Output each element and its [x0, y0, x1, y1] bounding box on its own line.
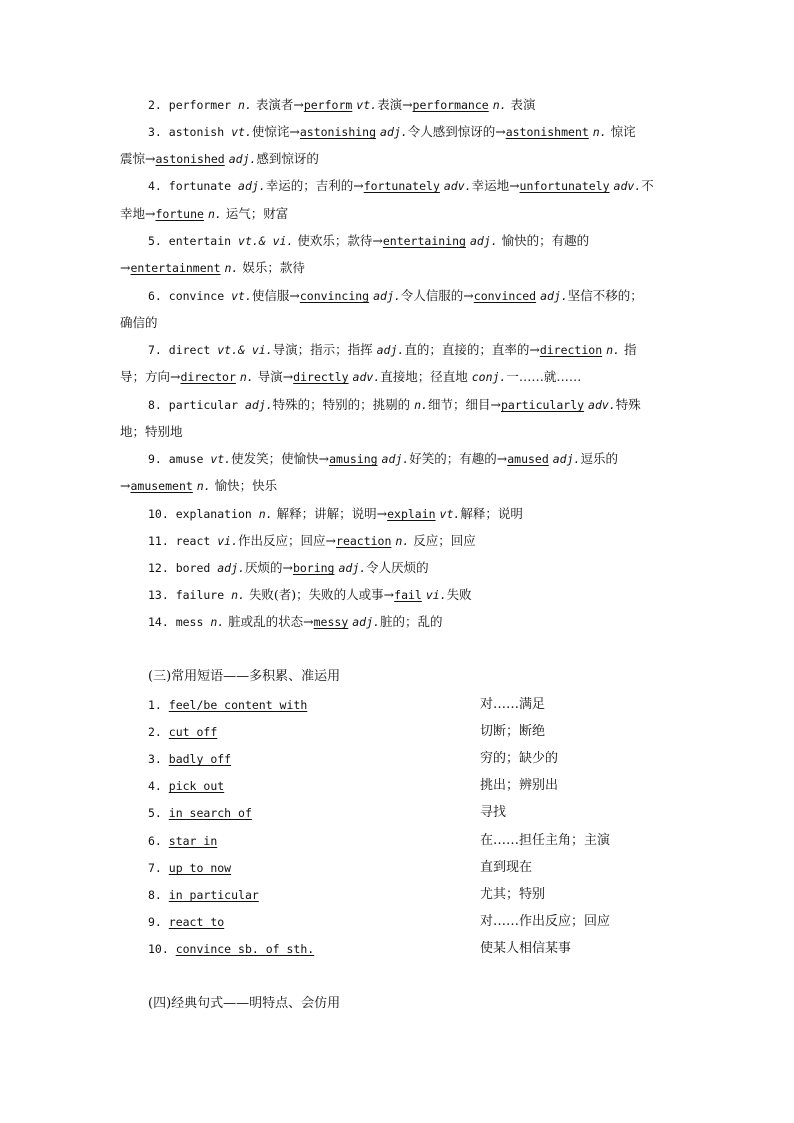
vocab-line: [148, 233, 676, 249]
part-of-speech: adj.: [380, 125, 408, 139]
phrase-meaning: 对……满足: [480, 697, 546, 712]
vocab-text: 确信的: [120, 315, 158, 330]
phrase-english: [148, 833, 217, 849]
part-of-speech: vt.: [439, 507, 461, 521]
part-of-speech: vt.: [356, 98, 378, 112]
vocab-headword: 12. bored: [148, 561, 218, 575]
phrase-number: 5.: [148, 806, 169, 820]
vocab-text: 脏或乱的状态→: [224, 614, 314, 629]
vocab-text: 感到惊讶的: [256, 151, 319, 166]
vocab-text: 逗乐的: [580, 451, 618, 466]
vocab-text: 使信服→: [251, 288, 300, 303]
phrase-answer: up to now: [168, 861, 232, 875]
vocab-headword: 4. fortunate: [148, 179, 239, 193]
part-of-speech: n.: [414, 398, 428, 412]
phrase-number: 3.: [148, 752, 169, 766]
part-of-speech: adj.: [376, 343, 405, 357]
vocab-text: 特殊的；特别的；挑剔的: [272, 397, 415, 412]
vocab-text: 地；特别地: [120, 424, 183, 439]
part-of-speech: n.: [238, 98, 252, 112]
part-of-speech: vt.: [210, 452, 232, 466]
part-of-speech: n.: [210, 615, 225, 629]
vocab-line: [120, 369, 676, 385]
part-of-speech: vt.: [231, 125, 252, 139]
vocab-answer: directly: [293, 370, 349, 384]
phrase-english: [148, 697, 307, 713]
vocab-text: 指: [619, 342, 637, 357]
phrase-english: [148, 941, 314, 957]
vocab-text: 解释；说明: [460, 506, 523, 521]
phrase-meaning: 使某人相信某事: [480, 941, 572, 956]
vocab-text: 细节；细目→: [427, 397, 501, 412]
vocab-headword: 6. convince: [148, 289, 232, 303]
vocab-answer: reaction: [336, 534, 392, 548]
vocab-line: [148, 614, 676, 630]
vocab-text: 脏的；乱的: [379, 614, 443, 629]
phrase-meaning: 直到现在: [480, 860, 533, 875]
vocab-answer: amusement: [130, 479, 193, 493]
phrase-english: [148, 914, 224, 930]
vocab-text: 表演→: [377, 97, 413, 112]
phrase-answer: badly off: [168, 752, 232, 766]
phrase-meaning: 寻找: [480, 805, 507, 820]
phrase-meaning: 尤其；特别: [480, 887, 546, 902]
vocab-headword: 14. mess: [148, 615, 211, 629]
vocab-answer: fail: [394, 588, 422, 602]
phrase-number: 7.: [148, 861, 169, 875]
vocab-text: 厌烦的→: [244, 560, 293, 575]
phrase-english: [148, 778, 224, 794]
vocab-answer: performance: [412, 98, 489, 112]
phrase-english: [148, 887, 259, 903]
vocab-line: [120, 478, 676, 494]
part-of-speech: n.: [258, 507, 273, 521]
vocab-line: [148, 533, 676, 549]
part-of-speech: n.: [592, 125, 607, 139]
vocab-text: 一……就……: [506, 369, 582, 384]
vocab-text: 幸运的；吉利的→: [265, 178, 364, 193]
vocab-answer: astonished: [155, 152, 225, 166]
phrase-number: 10.: [148, 942, 176, 956]
vocab-answer: entertainment: [130, 261, 221, 275]
phrase-number: 1.: [148, 698, 169, 712]
vocab-answer: direction: [539, 343, 603, 357]
vocab-text: 幸运地→: [471, 178, 520, 193]
vocab-text: 解释；讲解；说明→: [272, 506, 388, 521]
part-of-speech: adj.: [469, 234, 498, 248]
vocab-line: [148, 288, 676, 304]
vocab-text: 愉快的；有趣的: [497, 233, 590, 248]
vocab-text: 反应；回应: [409, 533, 476, 548]
part-of-speech: n.: [196, 479, 211, 493]
vocab-text: 直的；直接的；直率的→: [404, 342, 540, 357]
phrase-answer: cut off: [168, 725, 218, 739]
vocab-answer: boring: [292, 561, 335, 575]
vocab-text: 表演者→: [251, 97, 304, 112]
vocab-line: [148, 560, 676, 576]
vocab-text: 令人厌烦的: [366, 560, 429, 575]
part-of-speech: vi.: [217, 534, 239, 548]
vocab-text: 不: [641, 178, 654, 193]
phrase-number: 4.: [148, 779, 169, 793]
section-heading-phrases: (三)常用短语——多积累、准运用: [148, 669, 341, 684]
vocab-headword: 9. amuse: [148, 452, 211, 466]
phrase-answer: star in: [168, 834, 218, 848]
vocab-text: 愉快；快乐: [210, 478, 278, 493]
part-of-speech: adj.: [352, 615, 380, 629]
part-of-speech: adj.: [552, 452, 581, 466]
vocab-line: [148, 97, 676, 113]
vocab-line: [120, 260, 676, 276]
vocab-text: 令人感到惊讶的→: [407, 124, 506, 139]
vocab-text: 娱乐；款待: [238, 260, 305, 275]
part-of-speech: adj.: [238, 179, 266, 193]
part-of-speech: adj.: [381, 452, 410, 466]
vocab-headword: 13. failure: [148, 588, 232, 602]
vocab-text: 震惊→: [120, 151, 156, 166]
phrase-answer: feel/be content with: [168, 698, 308, 712]
vocab-answer: astonishing: [299, 125, 377, 139]
vocab-answer: director: [180, 370, 236, 384]
vocab-headword: 3. astonish: [148, 125, 232, 139]
vocab-text: 使欢乐；款待→: [293, 233, 383, 248]
vocab-line: [148, 587, 676, 603]
vocab-text: 表演: [506, 97, 536, 112]
vocab-text: 令人信服的→: [400, 288, 474, 303]
vocab-text: 特殊: [615, 397, 641, 412]
vocab-answer: perform: [303, 98, 353, 112]
part-of-speech: adj.: [373, 289, 401, 303]
phrase-meaning: 挑出；辨别出: [480, 778, 559, 793]
phrase-answer: in search of: [168, 806, 252, 820]
part-of-speech: adv.: [588, 398, 616, 412]
vocab-answer: convinced: [473, 289, 537, 303]
vocab-answer: astonishment: [505, 125, 589, 139]
phrase-answer: convince sb. of sth.: [175, 942, 315, 956]
phrase-meaning: 穷的；缺少的: [480, 751, 559, 766]
vocab-line: [120, 206, 676, 222]
vocab-line: [120, 424, 676, 440]
vocab-line: [148, 397, 676, 413]
part-of-speech: vt.& vi.: [217, 343, 273, 357]
vocab-text: →: [120, 478, 131, 493]
vocab-headword: 10. explanation: [148, 507, 259, 521]
section-heading-sentences: (四)经典句式——明特点、会仿用: [148, 996, 341, 1011]
part-of-speech: adv.: [613, 179, 642, 193]
vocab-text: 导演；指示；指挥: [272, 342, 377, 357]
vocab-answer: entertaining: [382, 234, 466, 248]
vocab-answer: fortune: [155, 207, 204, 221]
vocab-text: 失败(者)；失败的人或事→: [244, 587, 395, 602]
vocab-headword: 2. performer: [148, 98, 239, 112]
part-of-speech: vt.& vi.: [238, 234, 294, 248]
vocab-line: [120, 151, 676, 167]
phrase-number: 9.: [148, 915, 169, 929]
vocab-line: [148, 451, 676, 467]
phrase-number: 8.: [148, 888, 169, 902]
vocab-text: 幸地→: [120, 206, 156, 221]
vocab-answer: amusing: [329, 452, 378, 466]
part-of-speech: n.: [395, 534, 410, 548]
phrase-meaning: 在……担任主角；主演: [480, 833, 611, 848]
phrase-answer: in particular: [168, 888, 259, 902]
vocab-text: 直接地；径直地: [380, 369, 472, 384]
vocab-answer: messy: [313, 615, 349, 629]
part-of-speech: n.: [207, 207, 222, 221]
part-of-speech: adj.: [228, 152, 257, 166]
part-of-speech: n.: [606, 343, 620, 357]
part-of-speech: n.: [231, 588, 245, 602]
part-of-speech: conj.: [471, 370, 507, 384]
vocab-text: 导；方向→: [120, 369, 181, 384]
vocab-answer: amused: [507, 452, 549, 466]
vocab-text: →: [120, 260, 131, 275]
part-of-speech: adj.: [338, 561, 367, 575]
vocab-answer: convincing: [299, 289, 370, 303]
vocab-text: 好笑的；有趣的→: [409, 451, 508, 466]
vocab-answer: explain: [387, 507, 436, 521]
phrase-answer: react to: [168, 915, 225, 929]
vocab-text: 导演→: [253, 369, 294, 384]
phrase-number: 2.: [148, 725, 169, 739]
part-of-speech: n.: [492, 98, 507, 112]
phrase-meaning: 切断；断绝: [480, 724, 546, 739]
vocab-text: 使惊诧→: [251, 124, 300, 139]
vocab-headword: 5. entertain: [148, 234, 239, 248]
part-of-speech: n.: [224, 261, 239, 275]
part-of-speech: adj.: [217, 561, 245, 575]
phrase-english: [148, 805, 252, 821]
vocab-text: 坚信不移的；: [567, 288, 643, 303]
vocab-text: 运气；财富: [221, 206, 289, 221]
vocab-text: 失败: [446, 587, 472, 602]
vocab-headword: 8. particular: [148, 398, 245, 412]
phrase-answer: pick out: [168, 779, 225, 793]
phrase-english: [148, 860, 231, 876]
phrase-english: [148, 724, 217, 740]
vocab-line: [148, 506, 676, 522]
part-of-speech: adv.: [352, 370, 381, 384]
part-of-speech: n.: [239, 370, 254, 384]
vocab-answer: fortunately: [363, 179, 440, 193]
vocab-text: 惊诧: [606, 124, 636, 139]
phrase-english: [148, 751, 231, 767]
vocab-line: [148, 178, 676, 194]
phrase-number: 6.: [148, 834, 169, 848]
vocab-headword: 7. direct: [148, 343, 218, 357]
vocab-answer: unfortunately: [519, 179, 610, 193]
vocab-headword: 11. react: [148, 534, 218, 548]
part-of-speech: vi.: [425, 588, 447, 602]
part-of-speech: vt.: [231, 289, 252, 303]
vocab-line: [148, 342, 676, 358]
vocab-text: 使发笑；使愉快→: [231, 451, 330, 466]
part-of-speech: adj.: [244, 398, 273, 412]
part-of-speech: adj.: [540, 289, 568, 303]
phrase-meaning: 对……作出反应；回应: [480, 914, 611, 929]
vocab-text: 作出反应；回应→: [238, 533, 337, 548]
part-of-speech: adv.: [443, 179, 472, 193]
vocab-line: [120, 315, 676, 331]
vocab-line: [148, 124, 676, 140]
vocab-answer: particularly: [500, 398, 585, 412]
